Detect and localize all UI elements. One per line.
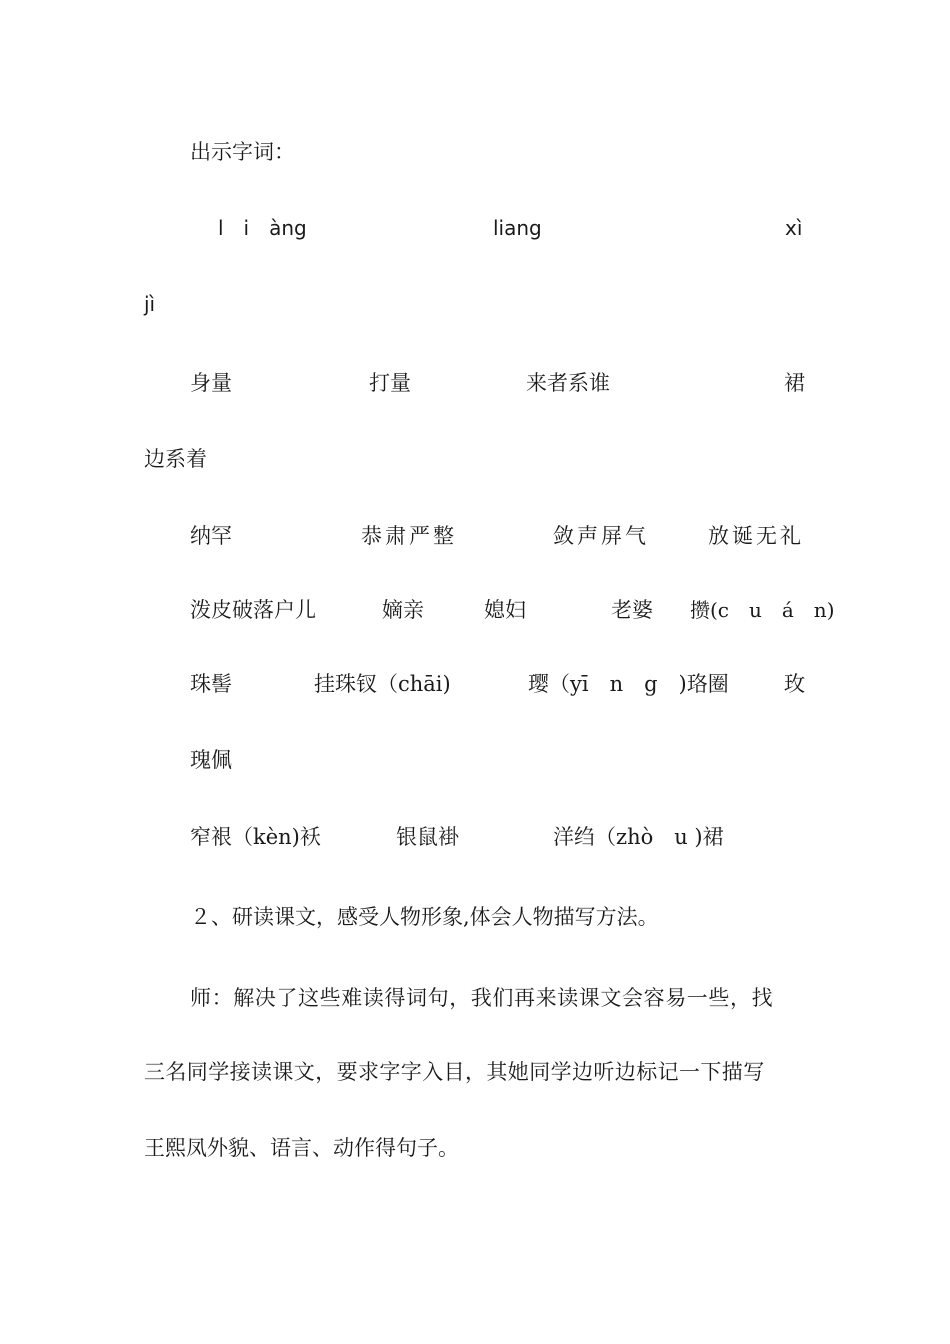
word-zhuji: 珠髻 <box>190 672 232 696</box>
paragraph-line-1: 师：解决了这些难读得词句，我们再来读课文会容易一些，找 <box>190 986 774 1010</box>
word-laopo: 老婆 <box>611 598 653 622</box>
word-qun: 裙 <box>784 371 805 395</box>
word-guazhuchai: 挂珠钗（chāi) <box>314 672 451 696</box>
intro-line: 出示字词： <box>190 140 295 164</box>
word-xifu: 媳妇 <box>484 598 526 622</box>
word-cuan: 攒(c u á n) <box>690 598 835 622</box>
word-fangdanwuli: 放诞无礼 <box>708 524 804 548</box>
paragraph-line-3: 王熙凤外貌、语言、动作得句子。 <box>144 1136 459 1160</box>
pinyin-liang: liang <box>493 216 542 240</box>
section-heading: ２、研读课文，感受人物形象,体会人物描写方法。 <box>190 905 659 929</box>
word-shenliang: 身量 <box>190 371 232 395</box>
word-nahan: 纳罕 <box>190 524 232 548</box>
word-laizhexishui: 来者系谁 <box>526 371 610 395</box>
word-mei: 玫 <box>784 672 805 696</box>
word-yangzhouqun: 洋绉（zhò u )裙 <box>553 825 724 849</box>
word-lianshengbingqi: 敛声屏气 <box>553 524 649 548</box>
word-yinshugua: 银鼠褂 <box>396 825 459 849</box>
pinyin-liang-4: l i àng <box>218 216 307 240</box>
word-bianxizhe: 边系着 <box>144 447 207 471</box>
word-daliang: 打量 <box>369 371 411 395</box>
pinyin-ji: jì <box>144 292 156 316</box>
word-popiboluohuer: 泼皮破落户儿 <box>190 598 316 622</box>
word-zhaikenao: 窄裉（kèn)袄 <box>190 825 321 849</box>
word-yingluoquan: 璎（yī n g )珞圈 <box>528 672 729 696</box>
word-gongsuyanzheng: 恭肃严整 <box>361 524 457 548</box>
pinyin-xi: xì <box>785 216 803 240</box>
word-diqin: 嫡亲 <box>382 598 424 622</box>
paragraph-line-2: 三名同学接读课文，要求字字入目，其她同学边听边标记一下描写 <box>144 1060 765 1084</box>
word-guipei: 瑰佩 <box>190 748 232 772</box>
